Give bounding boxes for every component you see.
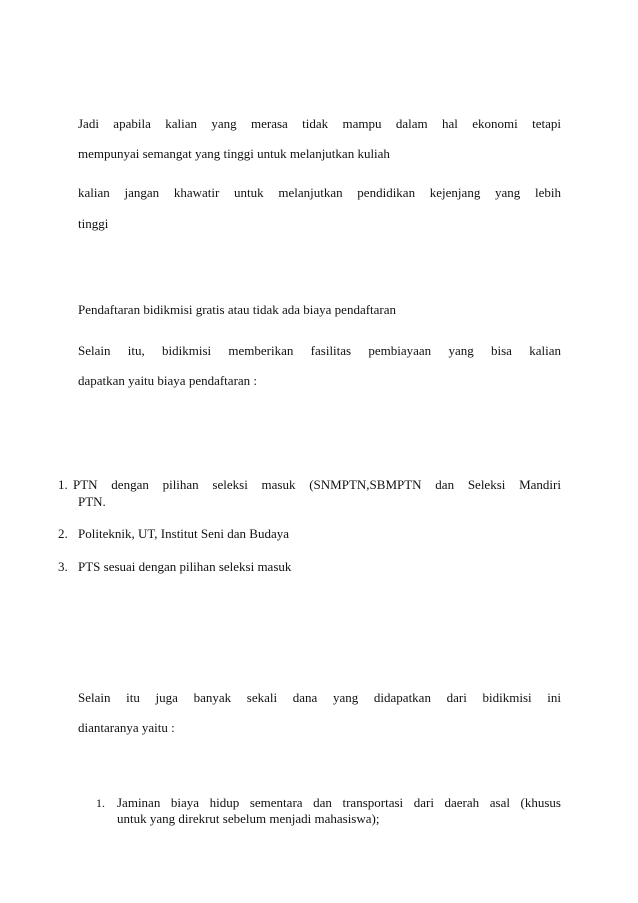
list-1-item-3: [58, 559, 561, 575]
list-2-item-1: [96, 795, 561, 831]
list-1-item-3-line-1: PTS sesuai dengan pilihan seleksi masuk: [78, 559, 292, 574]
list-1-item-3-number: 3.: [58, 559, 68, 574]
list-2-item-1-line-1: Jaminan biaya hidup sementara dan transportasi dari daerah asal (khusus: [117, 795, 561, 810]
list-1-item-2: [58, 526, 561, 542]
list-2-item-1-number: 1.: [96, 796, 105, 810]
list-1-item-2-number: 2.: [58, 526, 68, 541]
list-1-item-2-line-1: Politeknik, UT, Institut Seni dan Budaya: [78, 526, 289, 541]
paragraph-5-line-2: diantaranya yaitu :: [78, 720, 175, 735]
paragraph-1-line-1: Jadi apabila kalian yang merasa tidak mampu dalam hal ekonomi tetapi: [78, 116, 561, 131]
paragraph-2-line-2: tinggi: [78, 216, 109, 231]
list-1-item-1-number: 1.: [58, 477, 68, 492]
list-1-item-1: [58, 477, 561, 513]
list-1-item-1-line-1: PTN dengan pilihan seleksi masuk (SNMPTN,SBMPTN dan Seleksi Mandiri: [73, 477, 561, 492]
paragraph-1-line-2: mempunyai semangat yang tinggi untuk melanjutkan kuliah: [78, 146, 390, 161]
list-2-item-1-line-2: untuk yang direkrut sebelum menjadi mahasiswa);: [117, 811, 380, 826]
paragraph-5-line-1: Selain itu juga banyak sekali dana yang didapatkan dari bidikmisi ini: [78, 690, 561, 705]
paragraph-3-line-1: Pendaftaran bidikmisi gratis atau tidak ada biaya pendaftaran: [78, 302, 397, 317]
paragraph-4-line-2: dapatkan yaitu biaya pendaftaran :: [78, 373, 258, 388]
list-1-item-1-line-2: PTN.: [78, 494, 106, 509]
paragraph-2-line-1: kalian jangan khawatir untuk melanjutkan pendidikan kejenjang yang lebih: [78, 185, 561, 200]
paragraph-4-line-1: Selain itu, bidikmisi memberikan fasilitas pembiayaan yang bisa kalian: [78, 343, 561, 358]
